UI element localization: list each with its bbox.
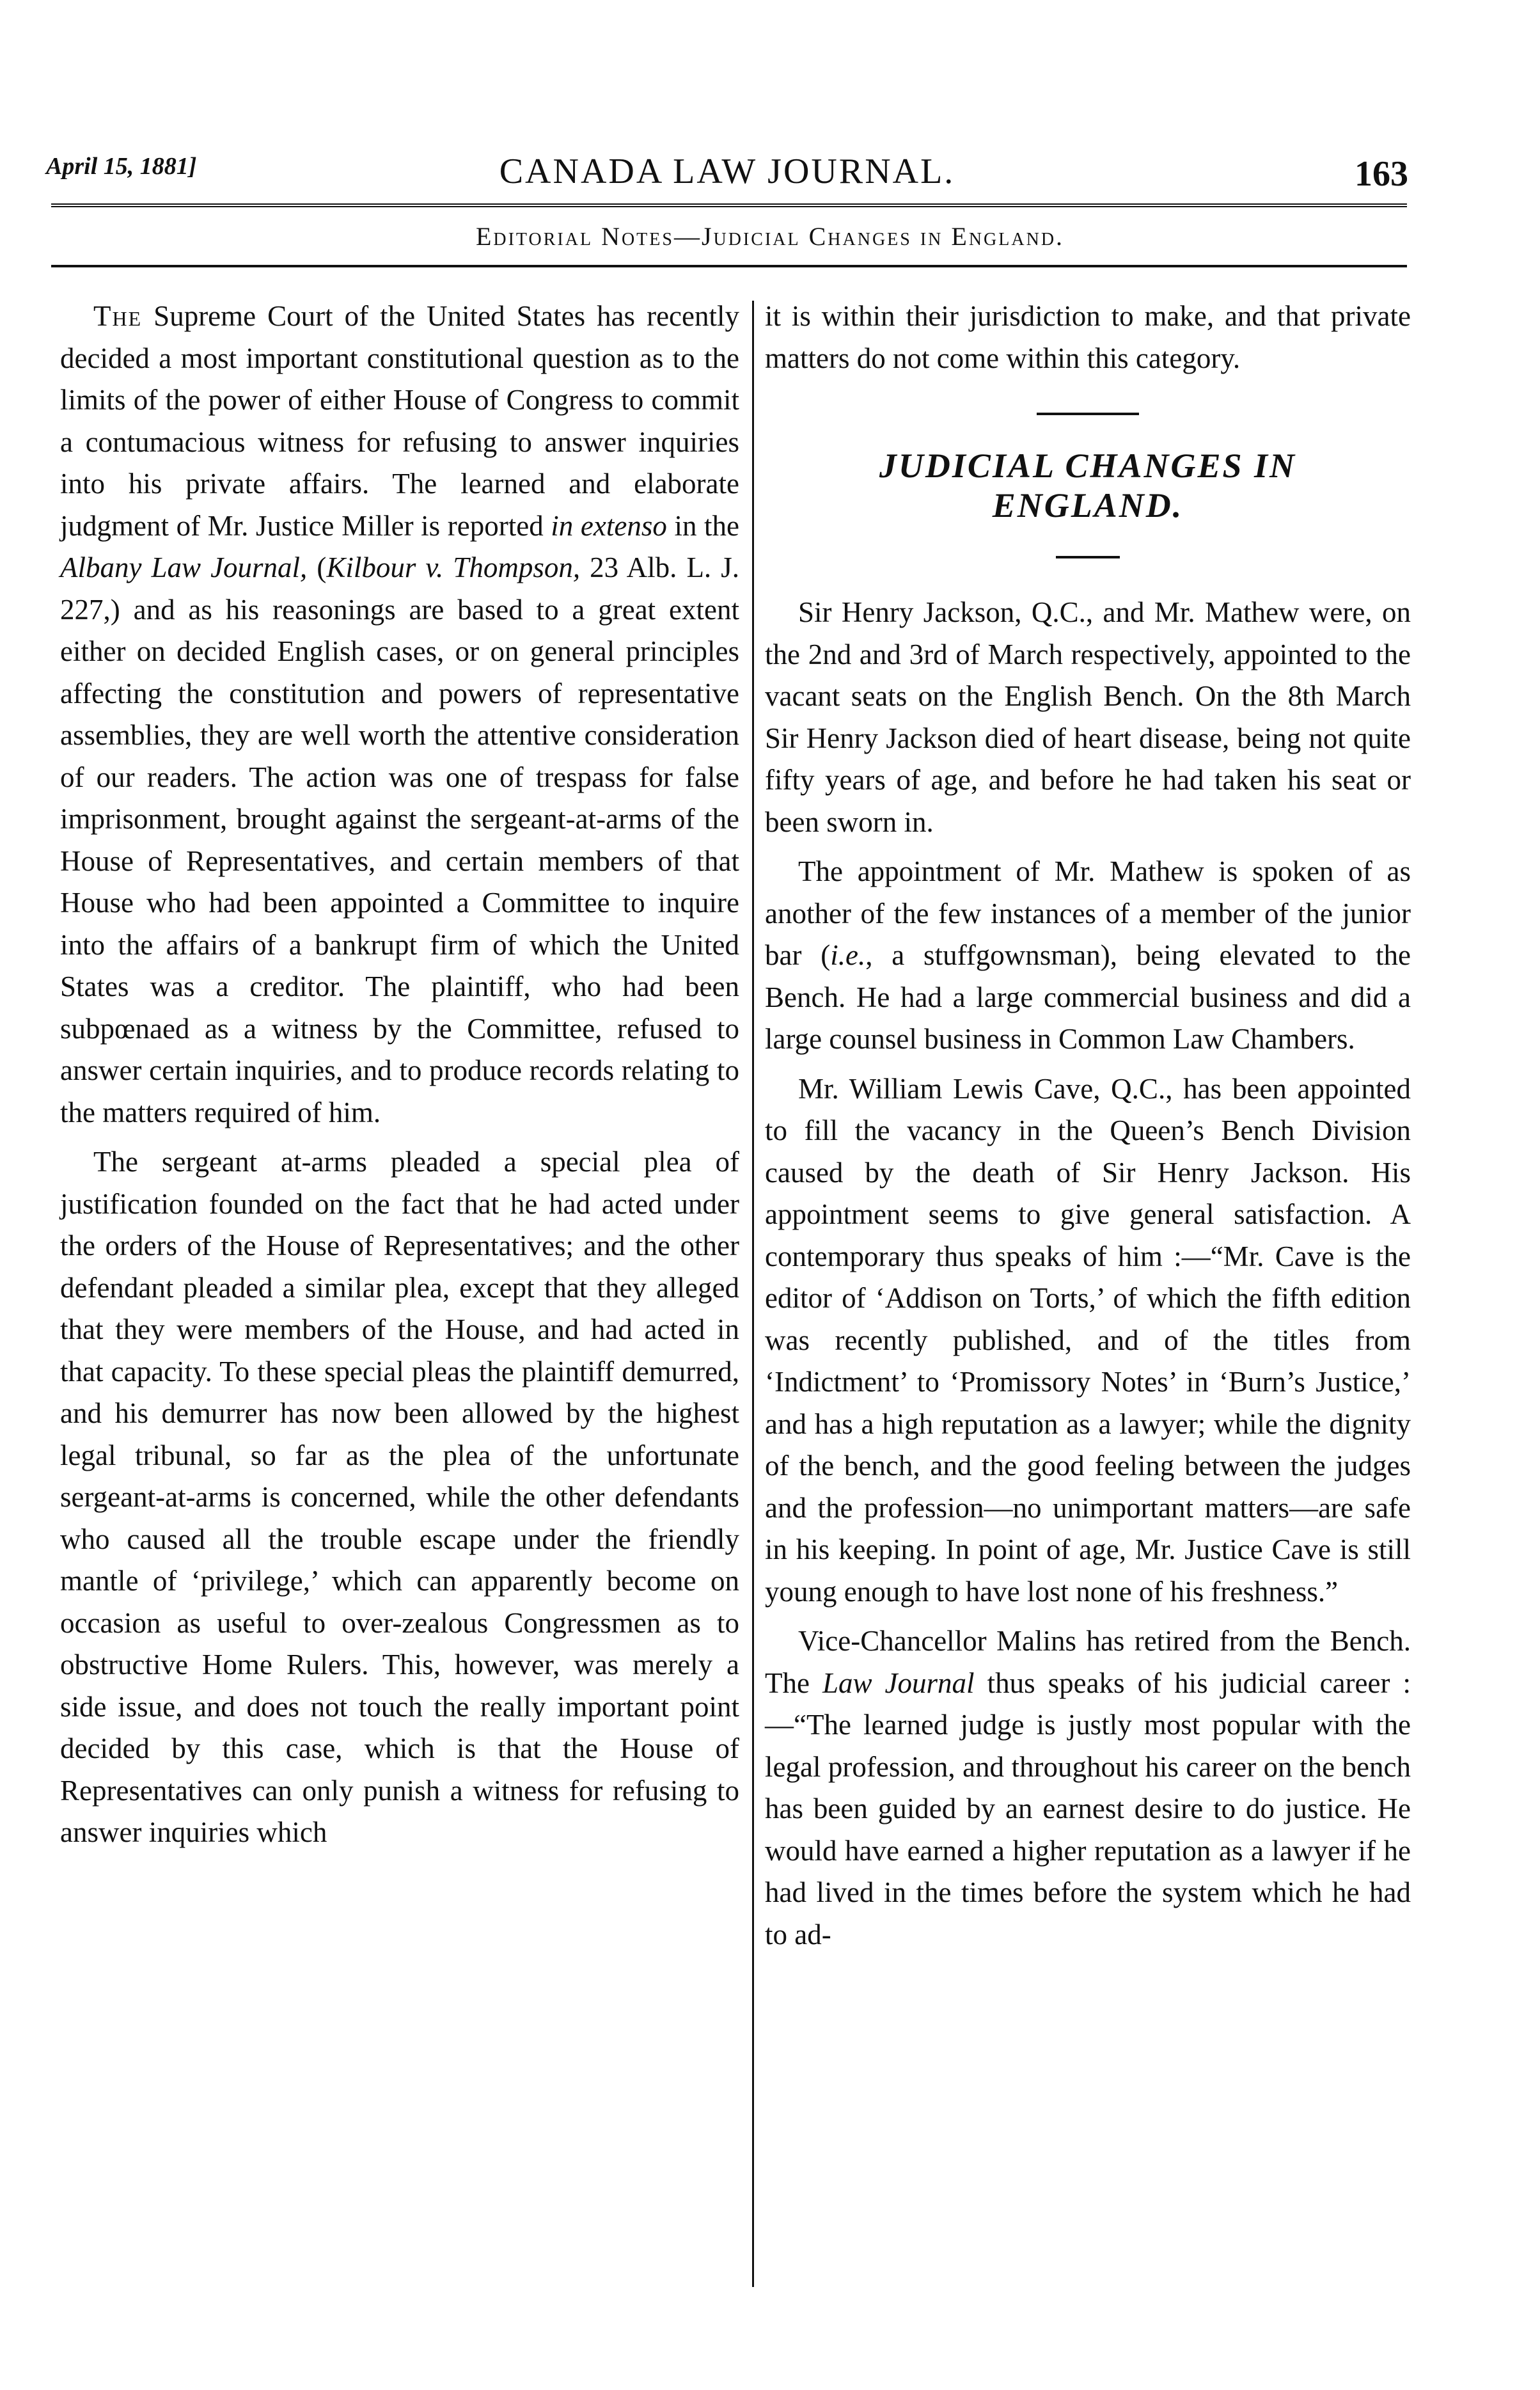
journal-citation: Albany Law Journal, (60, 551, 308, 583)
left-column (60, 296, 739, 1862)
editorial-paragraph-2: The sergeant at-arms pleaded a special plea of justification founded on the fact that he had acted under the orders of the House of Representatives; and the other defendant pleaded a similar plea, except that they alleged that they were members of the House, and had acted in that capacity. To these special pleas the plaintiff demurred, and his demurrer has now been allowed by the highest legal tribunal, so far as the plea of the unfortunate sergeant-at-arms is concerned, while the other defendants who caused all the trouble escape under the friendly mantle of ‘privilege,’ which can apparently become on occasion as useful to over-zealous Congressmen as to obstructive Home Rulers. This, however, was merely a side issue, and does not touch the really important point decided by this case, which is that the House of Representatives can only punish a witness for refusing to answer inquiries which (60, 1146, 739, 1848)
column-divider (752, 301, 754, 2287)
issue-date: April 15, 1881] (46, 153, 197, 180)
lead-word: The (93, 300, 143, 332)
journal-title: CANADA LAW JOURNAL. (499, 152, 955, 191)
article-title-line-2: ENGLAND. (992, 486, 1184, 525)
text-run: ( (307, 551, 327, 583)
italic-phrase: in extenso (551, 509, 667, 542)
article-paragraph-3: Mr. William Lewis Cave, Q.C., has been appointed to fill the vacancy in the Queen’s Bench Division caused by the death of Sir Henry Jackson. His appointment seems to give general satisfaction. A contemporary thus speaks of him :—“Mr. Cave is the editor of ‘Addison on Torts,’ of which the fifth edition was recently published, and of the titles from ‘Indictment’ to ‘Promissory Notes’ in ‘Burn’s Justice,’ and has a high reputation as a lawyer; while the dignity of the bench, and the good feeling between the judges and the profession—no unimportant matters—are safe in his keeping. In point of age, Mr. Justice Cave is still young enough to have lost none of his freshness.” (765, 1072, 1411, 1608)
text-run: Vice-Chancellor Malins has retired from the Bench. The (765, 1625, 1411, 1699)
article-paragraph-2 (765, 851, 1411, 1061)
text-run: Supreme Court of the United States has recently decided a most important constitutional question as to the limits of the power of either House of Congress to commit a contumacious witness for refusing to answer inquiries into his private affairs. The learned and elaborate judgment of Mr. Justice Miller is reported (60, 300, 739, 542)
article-title (765, 446, 1411, 525)
section-heading: Editorial Notes—Judicial Changes in England. (475, 222, 1065, 251)
article-paragraph-4 (765, 1620, 1411, 1956)
article-title-line-1: JUDICIAL CHANGES IN (879, 447, 1297, 485)
right-column (765, 296, 1411, 1963)
text-run: The appointment of Mr. Mathew is spoken of as another of the few instances of a member of the junior bar ( (765, 855, 1411, 971)
page-number: 163 (1355, 154, 1408, 194)
running-head (46, 139, 1408, 197)
separator-rule (1037, 413, 1139, 415)
case-citation: Kilbour v. Thompson, (326, 551, 581, 583)
title-rule (1056, 556, 1120, 558)
text-run: , a stuffgownsman), being elevated to the Bench. He had a large commercial business and did a large counsel business in Common Law Chambers. (765, 939, 1411, 1055)
text-run: 23 Alb. L. J. 227,) and as his reasonings are based to a great extent either on decided English cases, or on general principles affecting the constitution and powers of representative assemblies, they are well worth the attentive consideration of our readers. The action was one of trespass for false imprisonment, brought against the sergeant-at-arms of the House of Representatives, and certain members of that House who had been appointed a Committee to inquire into the affairs of a bankrupt firm of which the United States was a creditor. The plaintiff, who had been subpœnaed as a witness by the Committee, refused to answer certain inquiries, and to produce records relating to the matters required of him. (60, 551, 739, 1128)
text-run: thus speaks of his judicial career :—“The learned judge is justly most popular with the legal profession, and throughout his career on the bench has been guided by an earnest desire to do justice. He would have earned a higher reputation as a lawyer if he had lived in the times before the system which he had to ad- (765, 1666, 1411, 1951)
journal-name: Law Journal (822, 1666, 975, 1699)
text-run: in the (666, 509, 740, 542)
header-double-rule (51, 203, 1407, 207)
continuation-paragraph: it is within their jurisdiction to make, and that private matters do not come within this category. (765, 300, 1411, 374)
editorial-paragraph-1 (60, 296, 739, 1134)
section-rule (51, 265, 1407, 267)
article-paragraph-1: Sir Henry Jackson, Q.C., and Mr. Mathew were, on the 2nd and 3rd of March respectively, appointed to the vacant seats on the English Bench. On the 8th March Sir Henry Jackson died of heart disease, being not quite fifty years of age, and before he had taken his seat or been sworn in. (765, 596, 1411, 838)
italic-abbrev: i.e. (830, 939, 866, 971)
